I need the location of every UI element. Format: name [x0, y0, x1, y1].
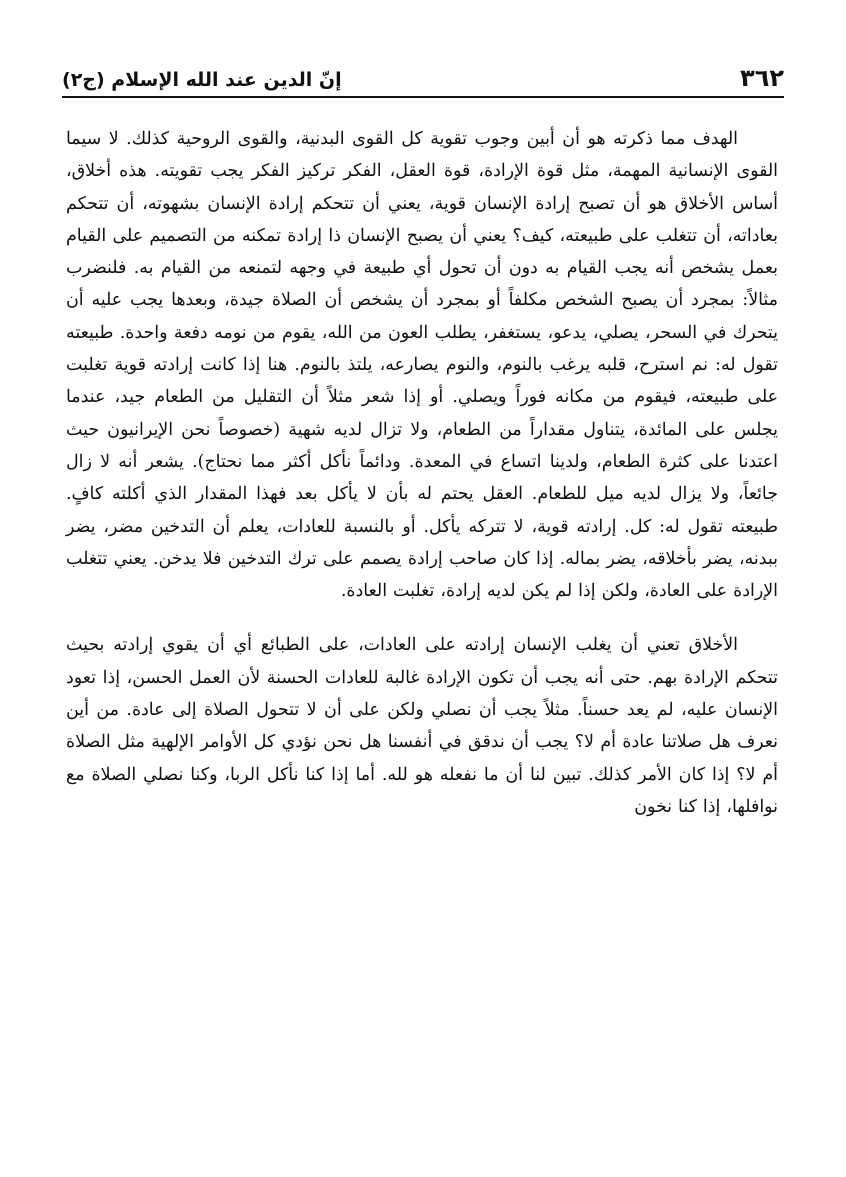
paragraph-1: الهدف مما ذكرته هو أن أبين وجوب تقوية كل القوى البدنية، والقوى الروحية كذلك. لا سيما القوى الإنسانية المهمة، مثل قوة الإرادة، قوة العقل، الفكر تركيز الفكر يجب تقويته. هذه أخلاق، أساس الأخلاق هو أن تصبح إرادة الإنسان قوية، يعني أن تتحكم إرادة الإنسان بشهوته، أن تتحكم بعاداته، أن تتغلب على طبيعته، كيف؟ يعني أن يصبح الإنسان ذا إرادة تمكنه من التصميم على القيام بعمل يشخص أنه يجب القيام به دون أن تحول أي طبيعة في وجهه لتمنعه من القيام به. فلنضرب مثالاً: بمجرد أن يصبح الشخص مكلفاً أو بمجرد أن يشخص أن الصلاة جيدة، وبعدها يجب عليه أن يتحرك في السحر، يصلي، يدعو، يستغفر، يطلب العون من الله، يقوم من نومه دفعة واحدة. طبيعته تقول له: نم استرح، قلبه يرغب بالنوم، والنوم يصارعه، يلتذ بالنوم. هنا إذا كانت إرادته قوية تغلبت على طبيعته، فيقوم من مكانه فوراً ويصلي. أو إذا شعر مثلاً أن التقليل من الطعام جيد، عندما يجلس على المائدة، يتناول مقداراً من الطعام، ولا تزال لديه شهية (خصوصاً نحن الإيرانيون حيث اعتدنا على كثرة الطعام، ولدينا اتساع في المعدة. ودائماً نأكل أكثر مما نحتاج). يشعر أنه لا زال جائعاً، ولا يزال لديه ميل للطعام. العقل يحتم له بأن لا يأكل بعد فهذا المقدار الذي أكلته كافٍ. طبيعته تقول له: كل. إرادته قوية، لا تتركه يأكل. أو بالنسبة للعادات، يعلم أن التدخين مضر، يضر ببدنه، يضر بأخلاقه، يضر بماله. إذا كان صاحب إرادة يصمم على ترك التدخين فلا يدخن. يعني تتغلب الإرادة على العادة، ولكن إذا لم يكن لديه إرادة، تغلبت العادة.: [66, 129, 778, 602]
paragraph-2: الأخلاق تعني أن يغلب الإنسان إرادته على العادات، على الطبائع أي أن يقوي إرادته بحيث تتحكم الإرادة بهم. حتى أنه يجب أن تكون الإرادة غالبة للعادات الحسنة لأن العمل الحسن، إذا تعود الإنسان عليه، لم يعد حسناً. مثلاً يجب أن نصلي ولكن على أن لا تتحول الصلاة إلى عادة. من أين نعرف هل صلاتنا عادة أم لا؟ يجب أن ندقق في أنفسنا هل نحن نؤدي كل الأوامر الإلهية مثل الصلاة أم لا؟ إذا كان الأمر كذلك. تبين لنا أن ما نفعله هو لله. أما إذا كنا نأكل الربا، وكنا نصلي الصلاة مع نوافلها، إذا كنا نخون: [66, 635, 778, 817]
running-title: إنّ الدين عند الله الإسلام (ج٢): [62, 69, 342, 91]
page-number: ٣٦٢: [740, 64, 784, 92]
header-divider: [62, 96, 784, 98]
page-header: [62, 50, 784, 96]
body-text: [66, 123, 778, 823]
